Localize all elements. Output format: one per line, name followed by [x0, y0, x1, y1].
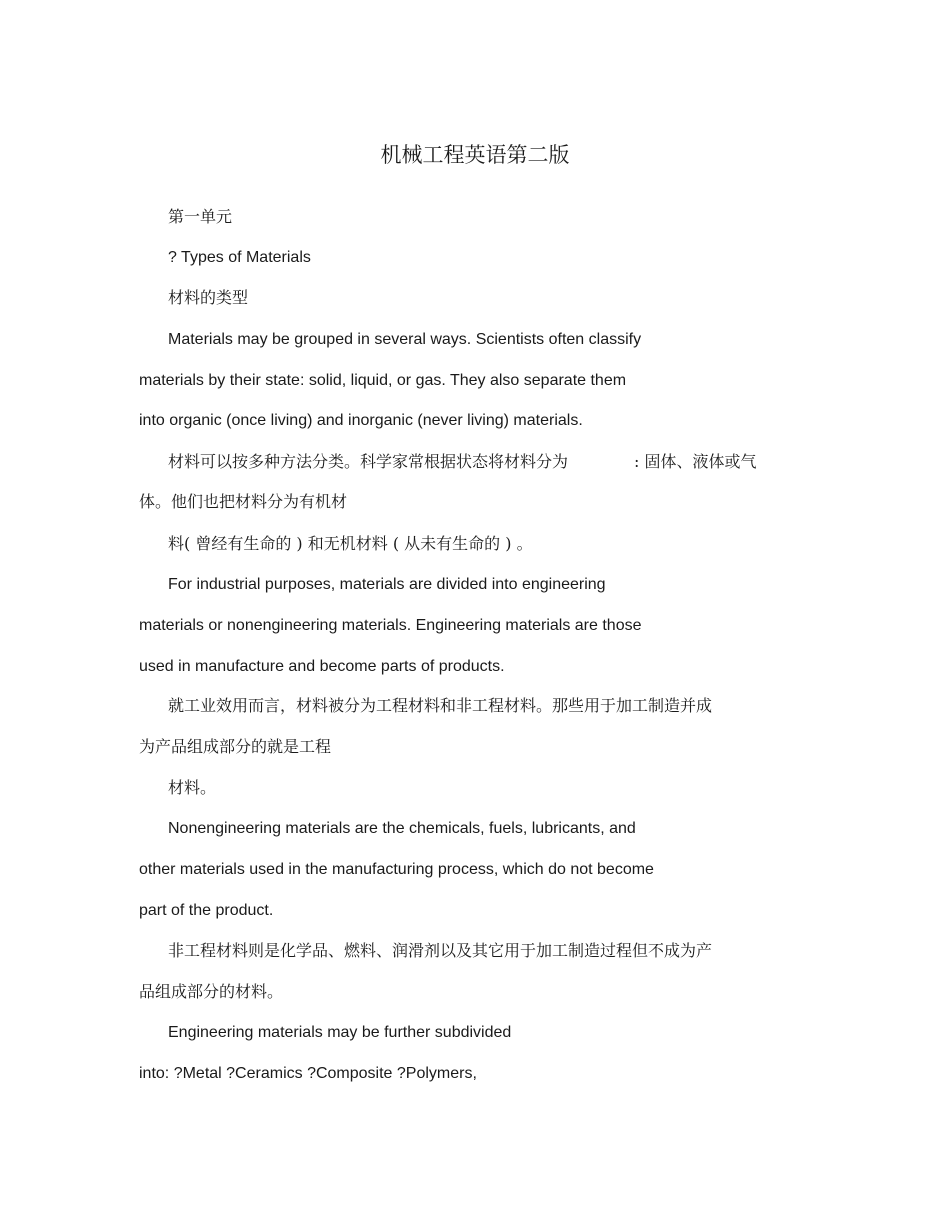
section-title-zh: 材料的类型 — [168, 288, 249, 307]
paragraph-line: 为产品组成部分的就是工程 — [139, 737, 332, 756]
paragraph-line: other materials used in the manufacturing process, which do not become — [139, 861, 654, 878]
section-title-en: ? Types of Materials — [168, 249, 311, 266]
paragraph-line: into: ?Metal ?Ceramics ?Composite ?Polymers, — [139, 1065, 477, 1082]
unit-heading: 第一单元 — [168, 207, 233, 226]
paragraph-line: 料( 曾经有生命的 ) 和无机材料 ( 从未有生命的 ) 。 — [168, 534, 533, 553]
paragraph-line: used in manufacture and become parts of products. — [139, 658, 505, 675]
paragraph-line: 就工业效用而言，材料被分为工程材料和非工程材料。那些用于加工制造并成 — [168, 696, 713, 715]
paragraph-line: into organic (once living) and inorganic (never living) materials. — [139, 412, 583, 429]
paragraph-line: 材料。 — [168, 778, 217, 797]
paragraph-line: 非工程材料则是化学品、燃料、润滑剂以及其它用于加工制造过程但不成为产 — [168, 941, 713, 960]
paragraph-line: 材料可以按多种方法分类。科学家常根据状态将材料分为 — [168, 452, 569, 471]
document-title: 机械工程英语第二版 — [380, 143, 570, 167]
paragraph-line: For industrial purposes, materials are divided into engineering — [168, 576, 606, 593]
paragraph-line: materials or nonengineering materials. Engineering materials are those — [139, 617, 642, 634]
paragraph-line: Nonengineering materials are the chemicals, fuels, lubricants, and — [168, 820, 636, 837]
paragraph-line: Engineering materials may be further subdivided — [168, 1024, 512, 1041]
paragraph-line: 品组成部分的材料。 — [139, 982, 284, 1001]
paragraph-line: part of the product. — [139, 902, 274, 919]
paragraph-line: 体。他们也把材料分为有机材 — [139, 492, 348, 511]
paragraph-line: Materials may be grouped in several ways. Scientists often classify — [168, 331, 642, 348]
paragraph-line: materials by their state: solid, liquid, or gas. They also separate them — [139, 372, 627, 389]
paragraph-line: : 固体、液体或气 — [634, 452, 757, 471]
